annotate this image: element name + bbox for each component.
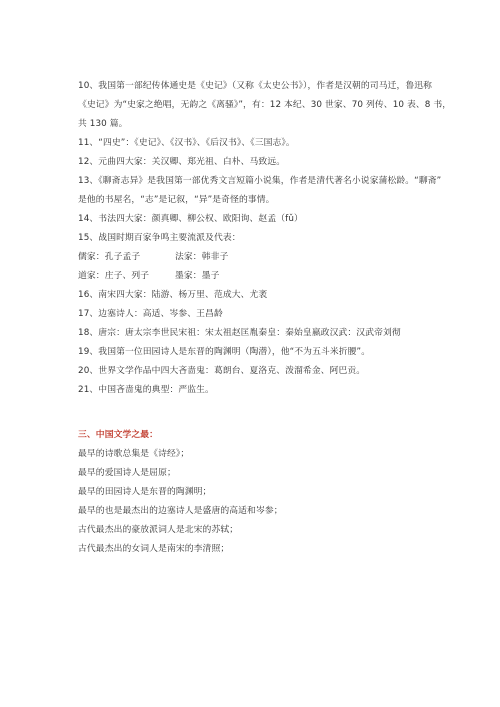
school-entry: 法家：韩非子: [175, 252, 229, 262]
record-line: 古代最杰出的豪放派词人是北宋的苏轼；: [78, 525, 239, 535]
item-11: 11、“四史”：《史记》、《汉书》、《后汉书》、《三国志》。: [78, 138, 295, 148]
item-21: 21、中国吝啬鬼的典型：严监生。: [78, 385, 214, 395]
item-16: 16、南宋四大家：陆游、杨万里、范成大、尤袤: [78, 290, 268, 300]
record-line: 最早的诗歌总集是《诗经》；: [78, 449, 190, 459]
document-body: [78, 77, 452, 559]
section-spacer: [78, 400, 438, 426]
school-entry: 道家：庄子、列子: [78, 271, 150, 281]
item-18: 18、唐宗：唐太宗李世民宋祖：宋太祖赵匡胤秦皇：秦始皇嬴政汉武：汉武帝刘彻: [78, 328, 401, 338]
item-20: 20、世界文学作品中四大吝啬鬼：葛朗台、夏洛克、泼溜希金、阿巴贡。: [78, 366, 366, 376]
item-10-line-1: 10、我国第一部纪传体通史是《史记》（又称《太史公书》），作者是汉朝的司马迁，鲁迅称: [78, 81, 433, 91]
item-14: 14、书法四大家：颜真卿、柳公权、欧阳询、赵孟（fǔ）: [78, 214, 303, 224]
record-line: 最早的也是最杰出的边塞诗人是盛唐的高适和岑参；: [78, 506, 283, 516]
section-title: 三、中国文学之最：: [78, 430, 159, 440]
item-12: 12、元曲四大家：关汉卿、郑光祖、白朴、马致远。: [78, 157, 286, 167]
item-10-line-2: 《史记》为“史家之绝唱，无韵之《离骚》”，有：12 本纪、30 世家、70 列传、10 表、8 书，: [78, 100, 452, 110]
school-row: [78, 248, 438, 267]
item-13-line-1: 13、《聊斋志异》是我国第一部优秀文言短篇小说集，作者是清代著名小说家蒲松龄。“聊斋”: [78, 176, 442, 186]
item-17: 17、边塞诗人：高适、岑参、王昌龄: [78, 309, 223, 319]
record-line: 最早的爱国诗人是屈原；: [78, 468, 176, 478]
school-entry: 墨家：墨子: [175, 271, 220, 281]
school-row: [78, 267, 438, 286]
item-10-line-3: 共 130 篇。: [78, 119, 128, 129]
item-15: 15、战国时期百家争鸣主要流派及代表：: [78, 233, 241, 243]
item-13-line-2: 是他的书屋名，“志”是记叙，“异”是奇怪的事情。: [78, 195, 275, 205]
item-19: 19、我国第一位田园诗人是东晋的陶渊明（陶潜），他“不为五斗米折腰”。: [78, 347, 371, 357]
record-line: 古代最杰出的女词人是南宋的李清照；: [78, 544, 230, 554]
school-entry: 儒家：孔子孟子: [78, 252, 141, 262]
record-line: 最早的田园诗人是东晋的陶渊明；: [78, 487, 212, 497]
